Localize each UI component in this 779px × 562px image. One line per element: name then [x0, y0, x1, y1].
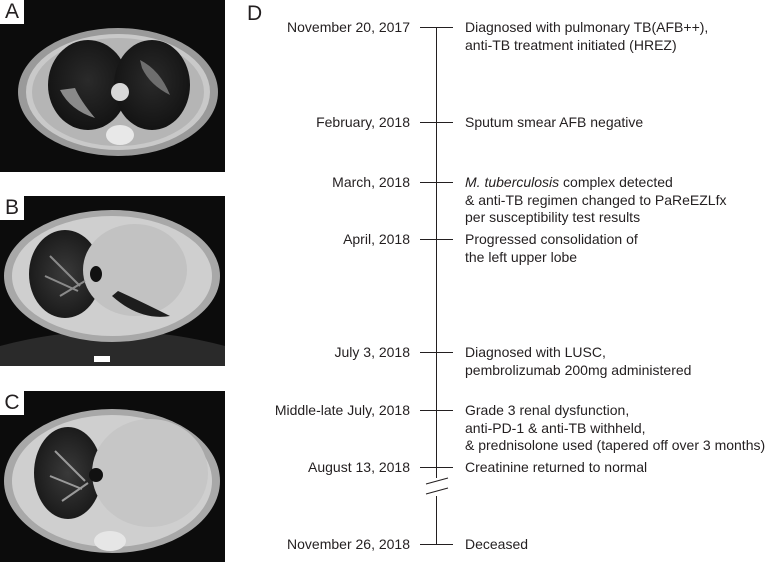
event-description — [465, 114, 643, 132]
timeline-tick — [420, 410, 453, 411]
event-description — [465, 344, 691, 379]
event-line: & anti-TB regimen changed to PaReEZLfx — [465, 191, 727, 208]
panel-d-label: D — [247, 2, 263, 25]
event-description — [465, 402, 765, 455]
event-line: & prednisolone used (tapered off over 3 months) — [465, 437, 766, 453]
event-line: Progressed consolidation of — [465, 231, 638, 247]
event-date: November 20, 2017 — [287, 19, 410, 35]
panel-c-label: C — [0, 391, 24, 415]
ct-scan-a-image — [0, 0, 225, 172]
timeline-tick — [420, 182, 453, 183]
event-description — [465, 231, 638, 266]
timeline-tick — [420, 27, 453, 28]
event-line: pembrolizumab 200mg administered — [465, 361, 692, 378]
panel-b-label: B — [0, 196, 24, 220]
event-line: Deceased — [465, 536, 529, 552]
ct-panel-b — [0, 196, 225, 366]
event-line: the left upper lobe — [465, 248, 578, 265]
timeline-tick — [420, 544, 453, 545]
event-line: per susceptibility test results — [465, 209, 641, 225]
event-line: anti-PD-1 & anti-TB withheld, — [465, 419, 646, 436]
organism-name: M. tuberculosis — [465, 174, 560, 190]
timeline-axis-lower — [436, 496, 437, 545]
timeline-tick — [420, 239, 453, 240]
event-line: anti-TB treatment initiated (HREZ) — [465, 36, 677, 53]
event-line: Sputum smear AFB negative — [465, 114, 644, 130]
axis-break-marker — [422, 476, 452, 496]
event-date: April, 2018 — [343, 231, 410, 247]
event-date: July 3, 2018 — [334, 344, 410, 360]
ct-panel-c — [0, 391, 225, 562]
event-line: Creatinine returned to normal — [465, 459, 648, 475]
event-date: Middle-late July, 2018 — [274, 402, 410, 418]
ct-scan-b-image — [0, 196, 225, 366]
event-date: February, 2018 — [316, 114, 410, 130]
timeline-tick — [420, 467, 453, 468]
event-line — [465, 174, 726, 192]
event-description — [465, 536, 528, 554]
event-line: Grade 3 renal dysfunction, — [465, 402, 630, 418]
event-date: March, 2018 — [332, 174, 410, 190]
event-description — [465, 174, 726, 227]
event-line-rest: complex detected — [559, 174, 673, 190]
event-line: Diagnosed with LUSC, — [465, 344, 606, 360]
event-description — [465, 19, 708, 54]
event-description — [465, 459, 647, 477]
timeline-tick — [420, 352, 453, 353]
ct-panel-a — [0, 0, 225, 172]
timeline-tick — [420, 122, 453, 123]
event-line: Diagnosed with pulmonary TB(AFB++), — [465, 19, 709, 35]
event-date: August 13, 2018 — [308, 459, 410, 475]
panel-a-label: A — [0, 0, 24, 24]
ct-scan-c-image — [0, 391, 225, 562]
event-date: November 26, 2018 — [287, 536, 410, 552]
